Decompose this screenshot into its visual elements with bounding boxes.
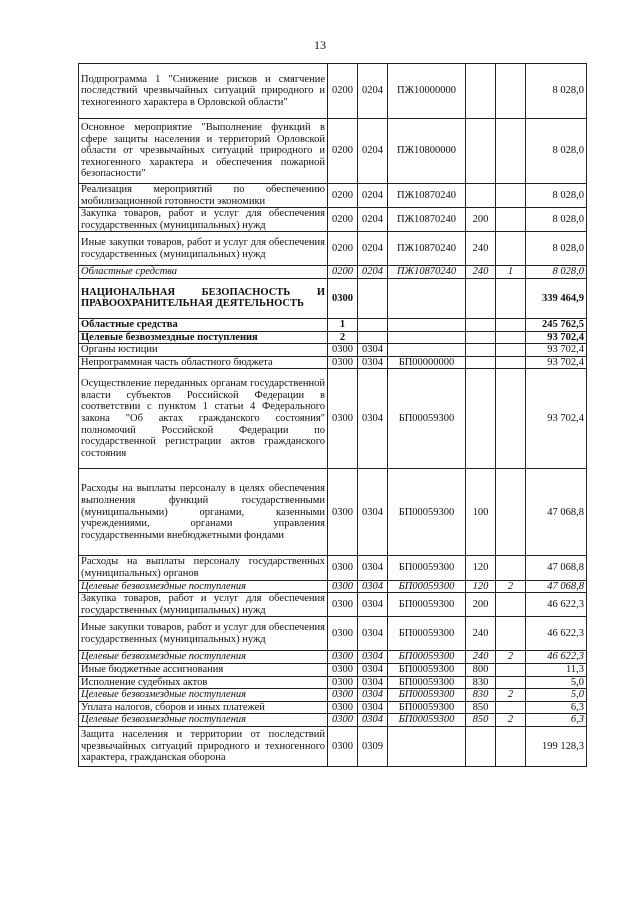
amount: 8 028,0 bbox=[526, 119, 587, 184]
item-name: Защита населения и территории от последствий чрезвычайных ситуаций природного и техногенного характера, гражданская оборона bbox=[79, 726, 328, 766]
table-row bbox=[79, 676, 587, 689]
subsection-code: 0204 bbox=[358, 208, 388, 232]
section-code: 0200 bbox=[328, 184, 358, 208]
section-code: 0300 bbox=[328, 714, 358, 727]
expense-type-code: 850 bbox=[466, 714, 496, 727]
funding-source-code bbox=[496, 184, 526, 208]
budget-table-body bbox=[79, 64, 587, 767]
table-row bbox=[79, 689, 587, 702]
section-code: 0200 bbox=[328, 208, 358, 232]
section-code: 0200 bbox=[328, 119, 358, 184]
funding-source-code bbox=[496, 556, 526, 580]
item-name: Расходы на выплаты персоналу в целях обеспечения выполнения функций государственными (муниципальными) органами, казенными учреждениями, органами управления государственными внебюджетными фондами bbox=[79, 469, 328, 556]
funding-source-code bbox=[496, 726, 526, 766]
target-article-code bbox=[388, 331, 466, 344]
funding-source-code: 1 bbox=[496, 266, 526, 279]
target-article-code: ПЖ10870240 bbox=[388, 208, 466, 232]
funding-source-code: 2 bbox=[496, 689, 526, 702]
amount: 199 128,3 bbox=[526, 726, 587, 766]
expense-type-code bbox=[466, 184, 496, 208]
funding-source-code: 2 bbox=[496, 714, 526, 727]
item-name: Иные бюджетные ассигнования bbox=[79, 663, 328, 676]
funding-source-code bbox=[496, 278, 526, 318]
amount: 5,0 bbox=[526, 676, 587, 689]
amount: 6,3 bbox=[526, 714, 587, 727]
item-name: Осуществление переданных органам государственной власти субъектов Российской Федерации в соответствии с пунктом 1 статьи 4 Федерального закона "Об актах гражданского состояния" полномочий Российской Федерации по государственной регистрации актов гражданского состояния bbox=[79, 369, 328, 469]
section-code: 0300 bbox=[328, 556, 358, 580]
table-row bbox=[79, 593, 587, 617]
table-row bbox=[79, 344, 587, 357]
item-name: Иные закупки товаров, работ и услуг для обеспечения государственных (муниципальных) нужд bbox=[79, 232, 328, 266]
amount: 46 622,3 bbox=[526, 593, 587, 617]
section-code: 0300 bbox=[328, 369, 358, 469]
item-name: Закупка товаров, работ и услуг для обеспечения государственных (муниципальных) нужд bbox=[79, 593, 328, 617]
page-number: 13 bbox=[314, 38, 326, 52]
subsection-code: 0304 bbox=[358, 676, 388, 689]
amount: 93 702,4 bbox=[526, 369, 587, 469]
expense-type-code: 830 bbox=[466, 689, 496, 702]
table-row bbox=[79, 278, 587, 318]
funding-source-code bbox=[496, 344, 526, 357]
amount: 47 068,8 bbox=[526, 580, 587, 593]
amount: 93 702,4 bbox=[526, 356, 587, 369]
subsection-code: 0304 bbox=[358, 344, 388, 357]
target-article-code: БП00059300 bbox=[388, 369, 466, 469]
expense-type-code bbox=[466, 369, 496, 469]
section-code: 0200 bbox=[328, 266, 358, 279]
expense-type-code: 200 bbox=[466, 208, 496, 232]
subsection-code: 0304 bbox=[358, 617, 388, 651]
target-article-code: БП00059300 bbox=[388, 469, 466, 556]
expense-type-code bbox=[466, 318, 496, 331]
subsection-code bbox=[358, 318, 388, 331]
amount: 8 028,0 bbox=[526, 64, 587, 119]
section-code: 0300 bbox=[328, 689, 358, 702]
amount: 8 028,0 bbox=[526, 266, 587, 279]
target-article-code: БП00059300 bbox=[388, 617, 466, 651]
section-code: 0300 bbox=[328, 344, 358, 357]
funding-source-code bbox=[496, 232, 526, 266]
expense-type-code: 120 bbox=[466, 580, 496, 593]
funding-source-code bbox=[496, 617, 526, 651]
target-article-code bbox=[388, 726, 466, 766]
table-row bbox=[79, 356, 587, 369]
expense-type-code bbox=[466, 356, 496, 369]
item-name: Расходы на выплаты персоналу государственных (муниципальных) органов bbox=[79, 556, 328, 580]
amount: 8 028,0 bbox=[526, 208, 587, 232]
funding-source-code: 2 bbox=[496, 580, 526, 593]
section-code: 0300 bbox=[328, 580, 358, 593]
amount: 47 068,8 bbox=[526, 469, 587, 556]
subsection-code: 0304 bbox=[358, 651, 388, 664]
section-code: 0300 bbox=[328, 701, 358, 714]
item-name: Целевые безвозмездные поступления bbox=[79, 689, 328, 702]
amount: 5,0 bbox=[526, 689, 587, 702]
target-article-code: БП00059300 bbox=[388, 676, 466, 689]
expense-type-code: 240 bbox=[466, 617, 496, 651]
subsection-code: 0304 bbox=[358, 714, 388, 727]
target-article-code bbox=[388, 278, 466, 318]
expense-type-code: 240 bbox=[466, 266, 496, 279]
item-name: Областные средства bbox=[79, 318, 328, 331]
target-article-code: ПЖ10870240 bbox=[388, 232, 466, 266]
item-name: Исполнение судебных актов bbox=[79, 676, 328, 689]
funding-source-code bbox=[496, 208, 526, 232]
amount: 6,3 bbox=[526, 701, 587, 714]
table-row bbox=[79, 617, 587, 651]
item-name: Целевые безвозмездные поступления bbox=[79, 331, 328, 344]
funding-source-code bbox=[496, 701, 526, 714]
item-name: Подпрограмма 1 "Снижение рисков и смягчение последствий чрезвычайных ситуаций природного и техногенного характера в Орловской области" bbox=[79, 64, 328, 119]
section-code: 0300 bbox=[328, 356, 358, 369]
item-name: Органы юстиции bbox=[79, 344, 328, 357]
target-article-code: БП00059300 bbox=[388, 651, 466, 664]
target-article-code: ПЖ10800000 bbox=[388, 119, 466, 184]
funding-source-code bbox=[496, 64, 526, 119]
item-name: НАЦИОНАЛЬНАЯ БЕЗОПАСНОСТЬ И ПРАВООХРАНИТЕЛЬНАЯ ДЕЯТЕЛЬНОСТЬ bbox=[79, 278, 328, 318]
subsection-code: 0304 bbox=[358, 701, 388, 714]
subsection-code: 0204 bbox=[358, 119, 388, 184]
target-article-code: ПЖ10870240 bbox=[388, 266, 466, 279]
section-code: 1 bbox=[328, 318, 358, 331]
section-code: 0300 bbox=[328, 469, 358, 556]
section-code: 0200 bbox=[328, 64, 358, 119]
funding-source-code bbox=[496, 676, 526, 689]
amount: 8 028,0 bbox=[526, 184, 587, 208]
target-article-code: БП00059300 bbox=[388, 701, 466, 714]
item-name: Целевые безвозмездные поступления bbox=[79, 714, 328, 727]
expense-type-code bbox=[466, 119, 496, 184]
table-row bbox=[79, 184, 587, 208]
expense-type-code: 800 bbox=[466, 663, 496, 676]
section-code: 0300 bbox=[328, 676, 358, 689]
subsection-code bbox=[358, 331, 388, 344]
expense-type-code bbox=[466, 726, 496, 766]
item-name: Областные средства bbox=[79, 266, 328, 279]
expense-type-code: 200 bbox=[466, 593, 496, 617]
item-name: Реализация мероприятий по обеспечению мобилизационной готовности экономики bbox=[79, 184, 328, 208]
amount: 47 068,8 bbox=[526, 556, 587, 580]
expense-type-code: 830 bbox=[466, 676, 496, 689]
target-article-code: БП00059300 bbox=[388, 689, 466, 702]
table-row bbox=[79, 64, 587, 119]
target-article-code: ПЖ10000000 bbox=[388, 64, 466, 119]
table-row bbox=[79, 663, 587, 676]
subsection-code: 0304 bbox=[358, 580, 388, 593]
target-article-code: БП00059300 bbox=[388, 580, 466, 593]
table-row bbox=[79, 318, 587, 331]
funding-source-code: 2 bbox=[496, 651, 526, 664]
table-row bbox=[79, 469, 587, 556]
subsection-code: 0304 bbox=[358, 356, 388, 369]
subsection-code: 0309 bbox=[358, 726, 388, 766]
section-code: 0300 bbox=[328, 726, 358, 766]
section-code: 0300 bbox=[328, 278, 358, 318]
table-row bbox=[79, 119, 587, 184]
subsection-code bbox=[358, 278, 388, 318]
item-name: Закупка товаров, работ и услуг для обеспечения государственных (муниципальных) нужд bbox=[79, 208, 328, 232]
table-row bbox=[79, 208, 587, 232]
table-row bbox=[79, 726, 587, 766]
amount: 46 622,3 bbox=[526, 617, 587, 651]
item-name: Уплата налогов, сборов и иных платежей bbox=[79, 701, 328, 714]
section-code: 0300 bbox=[328, 651, 358, 664]
section-code: 0200 bbox=[328, 232, 358, 266]
amount: 46 622,3 bbox=[526, 651, 587, 664]
expense-type-code: 850 bbox=[466, 701, 496, 714]
funding-source-code bbox=[496, 356, 526, 369]
table-row bbox=[79, 651, 587, 664]
expense-type-code: 240 bbox=[466, 232, 496, 266]
amount: 93 702,4 bbox=[526, 344, 587, 357]
expense-type-code bbox=[466, 64, 496, 119]
expense-type-code bbox=[466, 344, 496, 357]
expense-type-code: 240 bbox=[466, 651, 496, 664]
table-row bbox=[79, 580, 587, 593]
table-row bbox=[79, 369, 587, 469]
subsection-code: 0304 bbox=[358, 593, 388, 617]
target-article-code: БП00059300 bbox=[388, 593, 466, 617]
subsection-code: 0204 bbox=[358, 64, 388, 119]
target-article-code: ПЖ10870240 bbox=[388, 184, 466, 208]
target-article-code bbox=[388, 318, 466, 331]
amount: 245 762,5 bbox=[526, 318, 587, 331]
amount: 339 464,9 bbox=[526, 278, 587, 318]
item-name: Непрограммная часть областного бюджета bbox=[79, 356, 328, 369]
table-row bbox=[79, 331, 587, 344]
funding-source-code bbox=[496, 318, 526, 331]
funding-source-code bbox=[496, 663, 526, 676]
section-code: 0300 bbox=[328, 663, 358, 676]
subsection-code: 0304 bbox=[358, 556, 388, 580]
table-row bbox=[79, 232, 587, 266]
expense-type-code: 120 bbox=[466, 556, 496, 580]
funding-source-code bbox=[496, 331, 526, 344]
table-row bbox=[79, 556, 587, 580]
table-row bbox=[79, 266, 587, 279]
table-row bbox=[79, 701, 587, 714]
amount: 11,3 bbox=[526, 663, 587, 676]
budget-table bbox=[78, 63, 587, 767]
item-name: Основное мероприятие "Выполнение функций в сфере защиты населения и территорий Орловской области от чрезвычайных ситуаций природного и техногенного характера и обеспечения пожарной безопасности" bbox=[79, 119, 328, 184]
item-name: Целевые безвозмездные поступления bbox=[79, 651, 328, 664]
funding-source-code bbox=[496, 469, 526, 556]
expense-type-code bbox=[466, 331, 496, 344]
expense-type-code: 100 bbox=[466, 469, 496, 556]
subsection-code: 0304 bbox=[358, 469, 388, 556]
subsection-code: 0304 bbox=[358, 689, 388, 702]
subsection-code: 0204 bbox=[358, 266, 388, 279]
target-article-code: БП00000000 bbox=[388, 356, 466, 369]
target-article-code: БП00059300 bbox=[388, 714, 466, 727]
funding-source-code bbox=[496, 119, 526, 184]
section-code: 0300 bbox=[328, 617, 358, 651]
subsection-code: 0304 bbox=[358, 663, 388, 676]
amount: 8 028,0 bbox=[526, 232, 587, 266]
target-article-code: БП00059300 bbox=[388, 556, 466, 580]
subsection-code: 0204 bbox=[358, 184, 388, 208]
section-code: 0300 bbox=[328, 593, 358, 617]
target-article-code bbox=[388, 344, 466, 357]
section-code: 2 bbox=[328, 331, 358, 344]
item-name: Целевые безвозмездные поступления bbox=[79, 580, 328, 593]
amount: 93 702,4 bbox=[526, 331, 587, 344]
funding-source-code bbox=[496, 369, 526, 469]
table-row bbox=[79, 714, 587, 727]
expense-type-code bbox=[466, 278, 496, 318]
subsection-code: 0304 bbox=[358, 369, 388, 469]
funding-source-code bbox=[496, 593, 526, 617]
target-article-code: БП00059300 bbox=[388, 663, 466, 676]
item-name: Иные закупки товаров, работ и услуг для обеспечения государственных (муниципальных) нужд bbox=[79, 617, 328, 651]
subsection-code: 0204 bbox=[358, 232, 388, 266]
